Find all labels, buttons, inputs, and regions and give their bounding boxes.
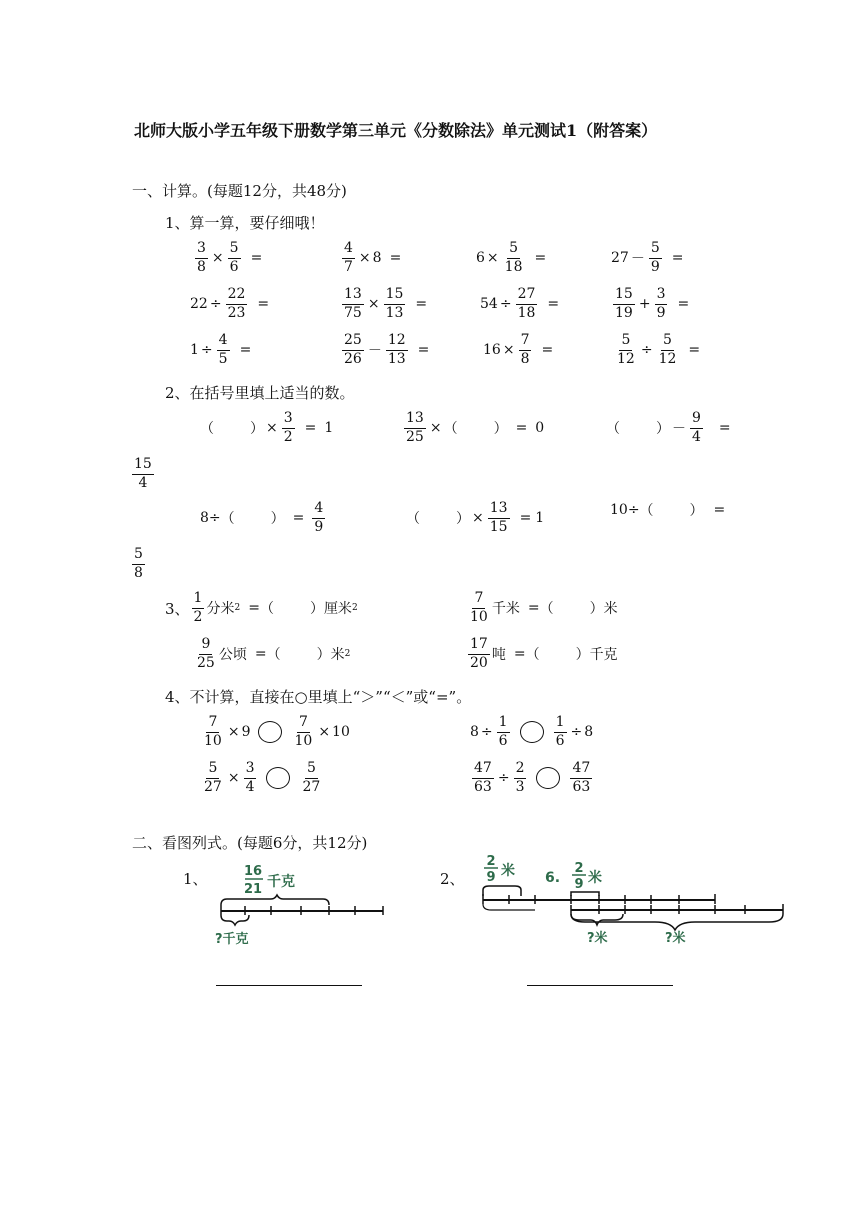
q1-item-4: 27 － $\frac{5}{9}$ = bbox=[611, 240, 684, 275]
q2-item-1: （ ） × $\frac{3}{2}$ = 1 bbox=[200, 410, 334, 445]
q1-item-7: 54 ÷ $\frac{27}{18}$ = bbox=[480, 286, 560, 321]
q3-item-4: $\frac{17}{20}$ 吨 = （ ） 千克 bbox=[470, 636, 618, 671]
q1-item-3: 6 × $\frac{5}{18}$ = bbox=[476, 240, 547, 275]
fig2-left-num: 2 bbox=[486, 854, 496, 869]
fig1-unit: 千克 bbox=[267, 874, 295, 890]
compare-circle[interactable] bbox=[258, 721, 282, 743]
compare-circle[interactable] bbox=[266, 767, 290, 789]
q1-label: 1、算一算，要仔细哦！ bbox=[165, 214, 325, 232]
q2-item-3-answer: $\frac{15}{4}$ bbox=[134, 456, 152, 491]
compare-circle[interactable] bbox=[536, 767, 560, 789]
fig1-bottom: ?千克 bbox=[215, 932, 249, 947]
q3-item-1: 3、 $\frac{1}{2}$ 分米 2 = （ ） 厘米 2 bbox=[165, 590, 358, 625]
fig2-mid-prefix: 6. bbox=[545, 870, 561, 886]
answer-line-2[interactable] bbox=[527, 985, 673, 986]
q3-item-2: $\frac{7}{10}$ 千米 = （ ） 米 bbox=[470, 590, 618, 625]
fig2-mid-den: 9 bbox=[574, 877, 584, 892]
q2-item-3: （ ） － $\frac{9}{4}$ = bbox=[606, 410, 731, 445]
section-2-heading: 二、看图列式。(每题6分，共12分) bbox=[132, 834, 368, 852]
fig1-den: 21 bbox=[243, 882, 263, 897]
fig2-bottom-1: ?米 bbox=[587, 931, 608, 946]
figure-2-diagram bbox=[475, 850, 790, 950]
compare-circle[interactable] bbox=[520, 721, 544, 743]
fig2-bottom-2: ?米 bbox=[665, 931, 686, 946]
q4-item-1: $\frac{7}{10}$ × 9 $\frac{7}{10}$ × 10 bbox=[204, 714, 350, 749]
section-1-heading: 一、计算。(每题12分，共48分) bbox=[132, 182, 347, 200]
q1-item-11: 16 × $\frac{7}{8}$ = bbox=[483, 332, 554, 367]
fig1-num: 16 bbox=[243, 864, 263, 879]
fig2-left-unit: 米 bbox=[501, 863, 515, 879]
q2-item-5: （ ） × $\frac{13}{15}$ = 1 bbox=[406, 500, 545, 535]
q1-item-10: $\frac{25}{26}$ － $\frac{12}{13}$ = bbox=[344, 332, 430, 367]
q3-item-3: $\frac{9}{25}$ 公顷 = （ ） 米 2 bbox=[197, 636, 351, 671]
q1-item-1: $\frac{3}{8}$ × $\frac{5}{6}$ = bbox=[197, 240, 263, 275]
q1-item-5: 22 ÷ $\frac{22}{23}$ = bbox=[190, 286, 270, 321]
q1-item-9: 1 ÷ $\frac{4}{5}$ = bbox=[190, 332, 252, 367]
q1-item-2: $\frac{4}{7}$ × 8 = bbox=[344, 240, 402, 275]
q2-item-6-answer: $\frac{5}{8}$ bbox=[134, 546, 143, 581]
q4-item-2: 8 ÷ $\frac{1}{6}$ $\frac{1}{6}$ ÷ 8 bbox=[470, 714, 594, 749]
q2-item-6: 10÷ （ ） = bbox=[610, 502, 726, 519]
q4-item-4: $\frac{47}{63}$ ÷ $\frac{2}{3}$ $\frac{47}{63}$ bbox=[474, 760, 591, 795]
figure-1-diagram bbox=[205, 855, 395, 955]
q1-item-12: $\frac{5}{12}$ ÷ $\frac{5}{12}$ = bbox=[617, 332, 701, 367]
fig2-mid-num: 2 bbox=[574, 861, 584, 876]
q2-label: 2、在括号里填上适当的数。 bbox=[165, 384, 355, 402]
answer-line-1[interactable] bbox=[216, 985, 362, 986]
q4-label: 4、不计算，直接在○里填上“＞”“＜”或“=”。 bbox=[165, 688, 472, 706]
s2-q2-label: 2、 bbox=[440, 870, 465, 888]
s2-q1-label: 1、 bbox=[183, 870, 208, 888]
fig2-mid-unit: 米 bbox=[588, 870, 602, 886]
q1-item-8: $\frac{15}{19}$ + $\frac{3}{9}$ = bbox=[615, 286, 690, 321]
q2-item-4: 8÷ （ ） = $\frac{4}{9}$ bbox=[200, 500, 324, 535]
q4-item-3: $\frac{5}{27}$ × $\frac{3}{4}$ $\frac{5}{27}$ bbox=[204, 760, 321, 795]
fig2-left-den: 9 bbox=[486, 870, 496, 885]
page-title: 北师大版小学五年级下册数学第三单元《分数除法》单元测试1（附答案） bbox=[134, 121, 658, 140]
q2-item-2: $\frac{13}{25}$ × （ ） = 0 bbox=[406, 410, 545, 445]
q1-item-6: $\frac{13}{75}$ × $\frac{15}{13}$ = bbox=[344, 286, 428, 321]
